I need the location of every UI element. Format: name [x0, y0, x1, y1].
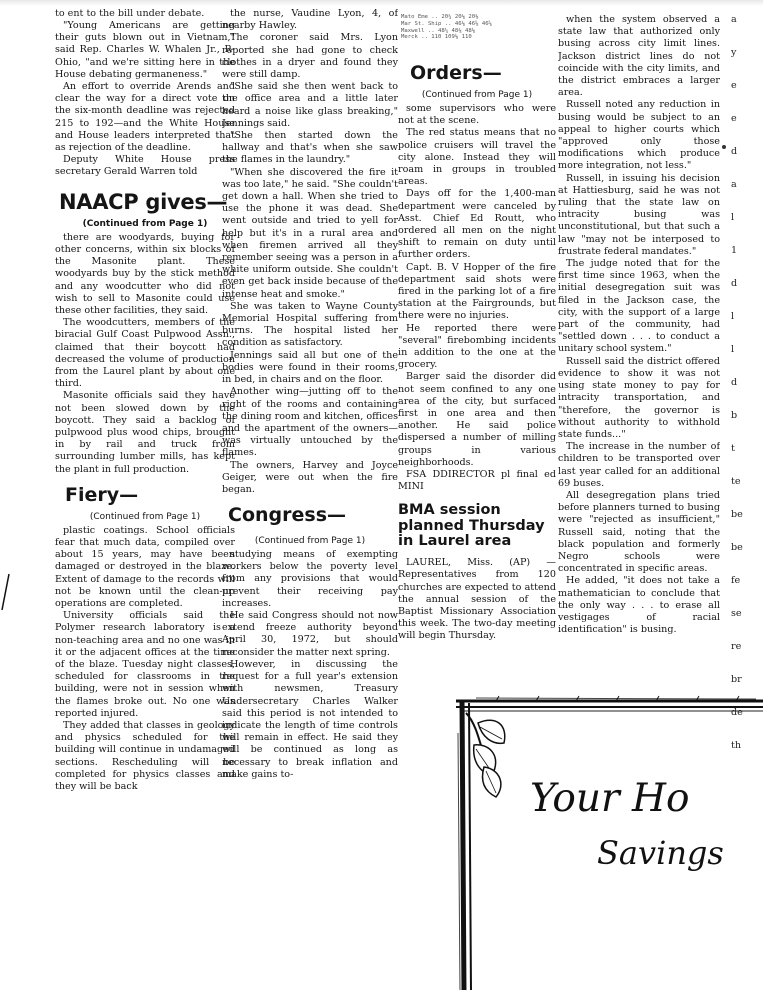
edge-fragment: l: [731, 311, 735, 322]
edge-fragment: re: [731, 641, 742, 652]
edge-fragment: se: [731, 608, 742, 619]
article-paragraph: Masonite officials said they have not been slowed down by the boycott. They said a backlog of pulpwood plus wood chips, brought in by rail and truck from surrounding lumber mills, has kept the plant in full production.: [55, 390, 235, 475]
article-paragraph: He added, "it does not take a mathematician to conclude that the only way . . . to erase all vestigages of racial identification" is busing.: [558, 575, 720, 636]
torn-top-line: to ent to the bill under debate.: [55, 8, 205, 19]
ad-headline-line1: Your Ho: [530, 776, 690, 821]
article-paragraph: An effort to override Arends and clear the way for a direct vote on the six-month deadline was rejected 215 to 192—and the White House and House leaders interpreted that as rejection of the deadline.: [55, 81, 235, 154]
orders-headline: Orders—: [410, 62, 502, 84]
naacp-paras: [55, 232, 235, 476]
article-paragraph: FSA DDIRECTOR pl final ed MINI: [398, 469, 556, 493]
article-paragraph: Russell noted any reduction in busing would be subject to an appeal to higher courts which "approved only those modifications which produce more integration, not less.": [558, 99, 720, 172]
column-5-fragment: [731, 14, 761, 794]
article-paragraph: She was taken to Wayne County Memorial Hospital suffering from burns. The hospital listed her condition as satisfactory.: [222, 300, 398, 349]
edge-fragment: e: [731, 80, 737, 91]
article-paragraph: Russell, in issuing his decision at Hattiesburg, said he was not ruling that the state law on intracity busing was unconstitutional, but that such a law "may not be interposed to frustrate federal mandates.": [558, 172, 720, 257]
article-paragraph: the nurse, Vaudine Lyon, 4, of nearby Hawley.: [222, 8, 398, 32]
column-4: [558, 14, 720, 694]
article-paragraph: The woodcutters, members of the biracial Gulf Coast Pulpwood Assn., claimed that their boycott had decreased the volume of production from the Laurel plant by about one third.: [55, 317, 235, 390]
stock-line: Mato Eme .. 20¼ 20⅛ 20⅛: [401, 14, 479, 20]
congress-headline: Congress—: [228, 504, 346, 527]
fiery-continued: (Continued from Page 1): [89, 511, 201, 522]
scan-edge-shadow: [0, 0, 763, 6]
article-paragraph: "Young Americans are getting their guts blown out in Vietnam," said Rep. Charles W. Whalen Jr., R-Ohio, "and we're sitting here in the House debating germaneness.": [55, 20, 235, 80]
column-3: [398, 58, 556, 678]
ad-headline-line2: Savings: [597, 834, 724, 872]
edge-fragment: fe: [731, 575, 741, 586]
edge-fragment: be: [731, 542, 743, 553]
edge-fragment: b: [731, 410, 738, 421]
article-paragraph: Days off for the 1,400-man department were canceled by Asst. Chief Ed Routt, who ordered all men on the night shift to remain on duty until further orders.: [398, 188, 556, 261]
naacp-continued: (Continued from Page 1): [82, 218, 208, 229]
article-paragraph: He reported there were "several" firebombing incidents in addition to the one at the grocery.: [398, 322, 556, 371]
fiery-paras: [55, 525, 235, 793]
article-paragraph: "She said she then went back to the office area and a little later heard a noise like glass breaking," Jennings said.: [222, 81, 398, 129]
stock-line: Merck .. 110 109⅛ 110: [401, 34, 472, 41]
article-paragraph: "When she discovered the fire it was too late," he said. "She couldn't get down a hall. When she tried to use the phone it was dead. She went outside and tried to yell for help but it's in a rural area and when firemen arrived all they remember seeing was a person in a white uniform outside. She couldn't even get back inside because of the intense heat and smoke.": [222, 166, 398, 300]
edge-fragments: [731, 14, 761, 752]
article-paragraph: The judge noted that for the first time since 1963, when the initial desegregation suit was filed in the Jackson case, the city, with the support of a large part of the community, had "settled down . . . to conduct a unitary school system.": [558, 258, 720, 355]
stock-line: Maxwell .. 48¼ 48⅛ 48⅛: [401, 27, 476, 34]
nursing-home-fire-paras: [222, 8, 398, 496]
congress-continued: (Continued from Page 1): [254, 536, 366, 547]
article-paragraph: when the system observed a state law that authorized only busing across city limit lines. Jackson district lines do not coincide with the city limits, and the district embraces a larger area.: [558, 14, 720, 99]
article-paragraph: He said Congress should not now extend freeze authority beyond April 30, 1972, but should reconsider the matter next spring.: [222, 610, 398, 658]
naacp-headline: NAACP gives—: [59, 189, 228, 214]
article-paragraph: Russell said the district offered evidence to show it was not using state money to pay for intracity transportation, and "therefore, the governor is without authority to withhold state funds...": [558, 355, 720, 440]
scan-margin-mark: [0, 572, 10, 612]
article-paragraph: plastic coatings. School officials fear that much data, compiled over about 15 years, may have been damaged or destroyed in the blaze. Extent of damage to the records will not be known until the clean-up operations are completed.: [55, 524, 235, 609]
edge-fragment: de: [731, 707, 743, 718]
edge-fragment: d: [731, 278, 738, 289]
edge-fragment: e: [731, 113, 737, 124]
bma-paras: [398, 557, 556, 642]
article-paragraph: Jennings said all but one of the bodies were found in their rooms, in bed, in chairs and on the floor.: [222, 349, 398, 386]
edge-speck: [722, 145, 726, 149]
column-2: [222, 8, 398, 984]
article-paragraph: LAUREL, Miss. (AP) — Representatives from 120 churches are expected to attend the annual session of the Baptist Missionary Association this week. The two-day meeting will begin Thursday.: [398, 557, 556, 642]
edge-fragment: t: [731, 443, 735, 454]
article-paragraph: They added that classes in geology and physics scheduled for the building will continue in undamaged sections. Rescheduling will be completed for physics classes and they will be back: [55, 719, 235, 792]
orders-paras: [398, 103, 556, 494]
edge-fragment: y: [731, 47, 737, 58]
bma-headline: BMA session planned Thursday in Laurel area: [398, 502, 545, 549]
busing-paras: [558, 14, 720, 636]
col1-top-paras: [55, 20, 235, 179]
edge-fragment: 1: [731, 245, 738, 256]
orders-continued: (Continued from Page 1): [421, 89, 533, 100]
stock-table-fragment: [401, 14, 561, 50]
article-paragraph: The increase in the number of children to be transported over last year called for an additional 69 buses.: [558, 441, 720, 489]
congress-paras: [222, 549, 398, 781]
edge-fragment: a: [731, 179, 737, 190]
article-paragraph: The red status means that no police cruisers will travel the city alone. Instead they will roam in groups in troubled areas.: [398, 127, 556, 188]
article-paragraph: However, in discussing the request for a full year's extension with newsmen, Treasury Undersecretary Charles Walker said this period is not intended to indicate the length of time controls will remain in effect. He said they will be continued as long as necessary to break inflation and make gains to-: [222, 658, 398, 780]
article-paragraph: "She then started down the hallway and that's when she saw the flames in the laundry.": [222, 130, 398, 166]
edge-fragment: te: [731, 476, 741, 487]
column-1: [55, 8, 235, 908]
edge-fragment: a: [731, 14, 737, 25]
article-paragraph: there are woodyards, buying for other concerns, within six blocks of the Masonite plant. These woodyards buy by the stick method and any woodcutter who did not wish to sell to Masonite could use these other facilities, they said.: [55, 231, 235, 316]
edge-fragment: l: [731, 212, 735, 223]
fiery-headline: Fiery—: [65, 483, 139, 506]
article-paragraph: University officials said the Polymer research laboratory is a non-teaching area and no one was in it or the adjacent offices at the time of the blaze. Tuesday night classes, scheduled for classrooms in the building, were not in session when the flames broke out. No one was reported injured.: [55, 610, 235, 719]
article-paragraph: studying means of exempting workers below the poverty level from any provisions that would prevent their receiving pay increases.: [222, 549, 398, 609]
edge-fragment: d: [731, 146, 738, 157]
article-paragraph: Another wing—jutting off to the right of the rooms and containing the dining room and kitchen, offices and the apartment of the owners—was virtually untouched by the flames.: [222, 386, 398, 459]
edge-fragment: d: [731, 377, 738, 388]
article-paragraph: The owners, Harvey and Joyce Geiger, were out when the fire began.: [222, 459, 398, 495]
edge-fragment: br: [731, 674, 742, 685]
article-paragraph: Capt. B. V Hopper of the fire department said shots were fired in the parking lot of a fire station at the Fairgrounds, but there were no injuries.: [398, 261, 556, 322]
edge-fragment: be: [731, 509, 743, 520]
article-paragraph: The coroner said Mrs. Lyon reported she had gone to check clothes in a dryer and found they were still damp.: [222, 32, 398, 81]
edge-fragment: th: [731, 740, 742, 751]
edge-fragment: l: [731, 344, 735, 355]
article-paragraph: All desegregation plans tried before planners turned to busing were "rejected as insufficient," Russell said, noting that the black population and formerly Negro schools were concentrated in specific areas.: [558, 489, 720, 575]
article-paragraph: some supervisors who were not at the scene.: [398, 102, 556, 127]
article-paragraph: Barger said the disorder did not seem confined to any one area of the city, but surfaced first in one area and then another. He said police dispersed a number of milling groups in various neighborhoods.: [398, 371, 556, 468]
article-paragraph: Deputy White House press secretary Gerald Warren told: [55, 154, 235, 178]
stock-line: Mar St. Ship .. 46⅛ 46⅝ 46⅝: [401, 20, 492, 27]
